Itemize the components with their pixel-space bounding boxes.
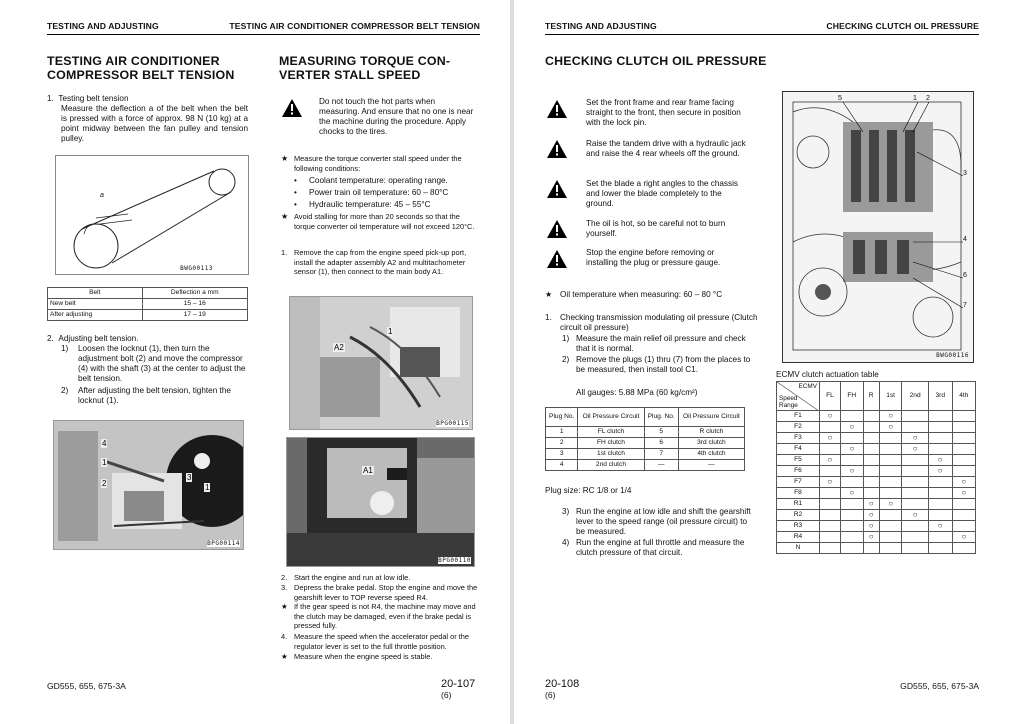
actuation-cell: ○ [928,466,952,477]
ecmv-corner [777,382,820,411]
actuation-cell [902,543,928,554]
actuation-cell [840,521,863,532]
step-number: 1. [281,248,288,257]
diagram-label: 2 [926,95,930,102]
actuation-cell [840,455,863,466]
sensor-photo-image [290,297,472,429]
table-row [777,466,976,477]
cab-photo [286,437,475,567]
table-cell: R clutch [678,427,744,438]
table-cell: FH clutch [578,438,644,449]
table-cell: — [678,460,744,471]
speed-range-cell: R4 [777,532,820,543]
step-text: Depress the brake pedal. Stop the engine and move the gearshift lever to TOP reverse speed R4. [294,583,478,602]
corner-top-label: ECMV [798,383,817,390]
actuation-cell [863,422,879,433]
actuation-cell [879,521,902,532]
diagram-code: BWG00116 [936,352,969,359]
actuation-cell [879,444,902,455]
page-number: 20-108 [545,678,580,690]
warning-icon [547,220,567,238]
actuation-cell [902,455,928,466]
section-title-belt [47,54,262,82]
actuation-cell [863,444,879,455]
actuation-cell [820,466,841,477]
table-row [546,438,745,449]
actuation-cell: ○ [820,411,841,422]
note-star-icon: ★ [545,290,553,299]
photo-label: 4 [102,439,107,448]
warning-text: The oil is hot, so be careful not to burn yourself. [586,219,726,238]
table-header: 4th [952,382,975,411]
actuation-cell [952,422,975,433]
warning-text: Raise the tandem drive with a hydraulic jack and raise the 4 rear wheels off the ground. [586,139,746,158]
actuation-cell [863,433,879,444]
step-text: Measure the speed when the accelerator pedal or the regulator lever is set to the full throttle position. [294,632,470,651]
actuation-cell [840,510,863,521]
table-header: Plug No. [546,408,578,427]
section-title-clutch: CHECKING CLUTCH OIL PRESSURE [545,54,767,68]
actuation-cell [928,543,952,554]
actuation-cell [863,455,879,466]
actuation-cell [902,521,928,532]
compressor-photo-image [54,421,243,549]
table-row [777,488,976,499]
warning-icon [547,250,567,268]
note-star-icon: ★ [281,652,288,661]
header-topic: TESTING AIR CONDITIONER COMPRESSOR BELT TENSION [229,21,480,31]
photo-label: A1 [363,466,373,475]
actuation-cell [952,521,975,532]
actuation-cell [952,444,975,455]
table-row [777,510,976,521]
plug-size-note: Plug size: RC 1/8 or 1/4 [545,486,632,495]
table-cell: 1st clutch [578,449,644,460]
table-header: FH [840,382,863,411]
left-page [0,0,510,724]
substep-text: Measure the main relief oil pressure and check that it is normal. [576,334,746,353]
actuation-cell [840,411,863,422]
gauge-spec: All gauges: 5.88 MPa (60 kg/cm²) [576,388,698,397]
actuation-cell [840,543,863,554]
actuation-cell [840,499,863,510]
ecmv-diagram [782,91,974,363]
actuation-cell [879,477,902,488]
actuation-cell: ○ [840,444,863,455]
actuation-cell [952,510,975,521]
speed-range-cell: F6 [777,466,820,477]
table-cell: 6 [644,438,678,449]
actuation-cell [928,422,952,433]
actuation-cell: ○ [902,510,928,521]
actuation-cell: ○ [928,521,952,532]
actuation-cell [863,411,879,422]
figure-code: BWG00113 [180,265,213,272]
actuation-cell [879,466,902,477]
table-row [777,532,976,543]
actuation-cell [840,433,863,444]
actuation-cell [952,499,975,510]
actuation-cell: ○ [840,422,863,433]
note-text: Avoid stalling for more than 20 seconds so that the torque converter oil temperature will not exceed 120°C. [294,212,475,231]
table-row [777,422,976,433]
actuation-cell: ○ [879,411,902,422]
diagram-label: 5 [838,95,842,102]
table-cell: After adjusting [48,310,143,321]
table-row [48,310,248,321]
actuation-cell [902,499,928,510]
step-number: 2. [47,334,54,343]
warning-text: Stop the engine before removing or installing the plug or pressure gauge. [586,248,721,267]
table-row [777,455,976,466]
speed-range-cell: R2 [777,510,820,521]
table-header: R [863,382,879,411]
step-number: 4. [281,632,288,641]
belt-drawing [56,156,248,274]
title-line-2: VERTER STALL SPEED [279,68,421,82]
page-number: 20-107 [441,678,476,690]
table-cell: 17 – 19 [142,310,248,321]
step-title: Testing belt tension [58,94,129,103]
actuation-cell [902,411,928,422]
table-row [48,299,248,310]
actuation-cell: ○ [879,499,902,510]
note-star-icon: ★ [281,602,288,611]
actuation-cell: ○ [863,510,879,521]
table-row [777,411,976,422]
note-text: If the gear speed is not R4, the machine may move and the clutch may be damaged, even if the brake pedal is pressed fully. [294,602,476,631]
substep-text: Run the engine at full throttle and measure the clutch pressure of that circuit. [576,538,745,557]
title-line-1: MEASURING TORQUE CON- [279,54,451,68]
note-text: Measure the torque converter stall speed under the following conditions: [294,154,462,173]
table-header: 2nd [902,382,928,411]
ecmv-table [776,381,976,554]
condition-item: Power train oil temperature: 60 – 80°C [309,188,449,197]
table-cell: 2 [546,438,578,449]
actuation-cell [928,499,952,510]
actuation-cell [952,455,975,466]
actuation-cell [863,488,879,499]
header-section: TESTING AND ADJUSTING [545,21,657,31]
speed-range-cell: N [777,543,820,554]
photo-code: BPG00110 [438,557,471,564]
substep-text: Run the engine at low idle and shift the gearshift lever to the speed range (oil pressure circuit) to be measured. [576,507,751,536]
title-line-2: COMPRESSOR BELT TENSION [47,68,235,82]
actuation-cell [928,411,952,422]
diagram-label: 4 [963,236,967,243]
substep-number: 4) [562,538,570,547]
belt-diagram [55,155,249,275]
table-row [546,427,745,438]
actuation-cell [928,510,952,521]
actuation-cell [902,488,928,499]
note-star-icon: ★ [281,154,289,163]
actuation-cell [902,422,928,433]
substep-text: Remove the plugs (1) thru (7) from the places to be measured, then install tool C1. [576,355,751,374]
actuation-cell: ○ [863,532,879,543]
substep-number: 2) [562,355,570,364]
table-row [546,449,745,460]
diagram-label: 1 [913,95,917,102]
note-text: Oil temperature when measuring: 60 – 80 °C [560,290,723,299]
speed-range-cell: F4 [777,444,820,455]
actuation-cell [863,543,879,554]
table-row [546,460,745,471]
actuation-cell [840,532,863,543]
actuation-cell [879,433,902,444]
warning-text: Do not touch the hot parts when measuring. And ensure that no one is near the machine during the procedure. Apply chocks to the tires. [319,97,474,136]
actuation-cell [820,422,841,433]
step-title: Adjusting belt tension. [58,334,139,343]
actuation-cell [879,455,902,466]
header-rule [545,34,979,35]
table-header: Oil Pressure Circuit [678,408,744,427]
actuation-cell [902,466,928,477]
actuation-cell [902,532,928,543]
actuation-cell: ○ [902,433,928,444]
table-cell: 7 [644,449,678,460]
photo-code: BPG00114 [207,540,240,547]
photo-label: 2 [102,479,107,488]
actuation-cell: ○ [820,477,841,488]
warning-icon [282,99,302,117]
table-cell: 2nd clutch [578,460,644,471]
actuation-cell [820,521,841,532]
speed-range-cell: F7 [777,477,820,488]
actuation-cell [820,499,841,510]
cab-photo-image [287,438,474,566]
table-header: Belt [48,288,143,299]
right-page [514,0,1024,724]
photo-label: 1 [102,458,107,467]
photo-label: 3 [187,473,192,482]
table-row [777,433,976,444]
model-footer: GD555, 655, 675-3A [900,681,979,691]
actuation-cell: ○ [952,532,975,543]
photo-label: 1 [388,327,393,336]
table-row [777,444,976,455]
table-header: Deflection a mm [142,288,248,299]
actuation-cell: ○ [840,466,863,477]
note-star-icon: ★ [281,212,289,221]
actuation-cell [879,532,902,543]
speed-range-cell: R3 [777,521,820,532]
warning-text: Set the blade a right angles to the chassis and lower the blade completely to the ground. [586,179,739,208]
actuation-cell [879,510,902,521]
speed-range-cell: F8 [777,488,820,499]
page-revision: (6) [441,690,452,700]
table-row [777,477,976,488]
table-cell: FL clutch [578,427,644,438]
table-cell: New belt [48,299,143,310]
condition-item: Hydraulic temperature: 45 – 55°C [309,200,431,209]
speed-range-cell: F1 [777,411,820,422]
actuation-cell: ○ [928,455,952,466]
condition-item: Coolant temperature: operating range. [309,176,448,185]
ecmv-drawing [783,92,973,362]
speed-range-cell: F3 [777,433,820,444]
step-adjust-belt [47,334,247,344]
table-row [777,499,976,510]
actuation-cell [952,466,975,477]
actuation-cell [820,488,841,499]
warning-icon [547,100,567,118]
actuation-cell: ○ [863,521,879,532]
actuation-cell [820,444,841,455]
bullet-icon: • [294,200,297,209]
bullet-icon: • [294,176,297,185]
step-text: Start the engine and run at low idle. [294,573,411,582]
actuation-cell [840,477,863,488]
deflection-table [47,287,248,321]
speed-range-cell: R1 [777,499,820,510]
actuation-cell: ○ [879,422,902,433]
substep-text: After adjusting the belt tension, tighten the locknut (1). [78,386,231,405]
speed-range-cell: F2 [777,422,820,433]
actuation-cell [952,433,975,444]
actuation-cell: ○ [863,499,879,510]
table-cell: 15 – 16 [142,299,248,310]
actuation-cell: ○ [952,477,975,488]
substep-number: 3) [562,507,570,516]
warning-icon [547,140,567,158]
table-cell: 1 [546,427,578,438]
photo-code: BPG00115 [436,420,469,427]
table-cell: 4th clutch [678,449,744,460]
actuation-cell: ○ [952,488,975,499]
sensor-photo [289,296,473,430]
title-line-1: TESTING AIR CONDITIONER [47,54,220,68]
deflection-label: a [100,192,104,199]
step-number: 1. [545,313,552,322]
actuation-cell [928,477,952,488]
table-header: 1st [879,382,902,411]
note-text: Measure when the engine speed is stable. [294,652,433,661]
table-cell: 5 [644,427,678,438]
page-revision: (6) [545,690,556,700]
diagram-label: 7 [963,302,967,309]
step-test-belt [47,94,247,104]
actuation-cell [928,488,952,499]
actuation-cell: ○ [840,488,863,499]
actuation-cell [820,543,841,554]
table-cell: 3rd clutch [678,438,744,449]
substep-number: 1) [562,334,570,343]
warning-text: Set the front frame and rear frame facing straight to the front, then secure in position with the lock pin. [586,98,741,127]
table-cell: 4 [546,460,578,471]
header-section: TESTING AND ADJUSTING [47,21,159,31]
actuation-cell [902,477,928,488]
table-header: Plug. No. [644,408,678,427]
plug-table [545,407,745,471]
actuation-cell [863,466,879,477]
table-header: FL [820,382,841,411]
actuation-cell [928,532,952,543]
actuation-cell [928,444,952,455]
actuation-cell: ○ [820,455,841,466]
actuation-cell: ○ [902,444,928,455]
table-header: Oil Pressure Circuit [578,408,644,427]
model-footer: GD555, 655, 675-3A [47,681,126,691]
actuation-cell: ○ [820,433,841,444]
actuation-cell [820,532,841,543]
table-cell: — [644,460,678,471]
diagram-label: 6 [963,272,967,279]
step-number: 1. [47,94,54,103]
substep-number: 1) [61,344,69,353]
table-row [777,521,976,532]
step-test-belt-text: Measure the deflection a of the belt when the belt is pressed with a force of approx. 98 N (10 kg) at a point midway between the fan pulley and tension pulley. [61,104,248,143]
photo-label: A2 [334,343,344,352]
actuation-cell [879,488,902,499]
actuation-cell [820,510,841,521]
ecmv-table-title: ECMV clutch actuation table [776,370,879,379]
corner-bottom-label: Speed Range [779,395,798,409]
header-rule [47,34,480,35]
table-row [777,543,976,554]
step-number: 2. [281,573,288,582]
actuation-cell [928,433,952,444]
speed-range-cell: F5 [777,455,820,466]
bullet-icon: • [294,188,297,197]
header-topic: CHECKING CLUTCH OIL PRESSURE [826,21,979,31]
warning-icon [547,180,567,198]
actuation-cell [952,411,975,422]
photo-label: 1 [205,483,210,492]
section-title-stall [279,54,494,82]
actuation-cell [863,477,879,488]
diagram-label: 3 [963,170,967,177]
substep-text: Loosen the locknut (1), then turn the adjustment bolt (2) and move the compressor (4) with the shaft (3) at the center to adjust the belt tension. [78,344,246,383]
compressor-photo [53,420,244,550]
step-number: 3. [281,583,288,592]
step-text: Remove the cap from the engine speed pick-up port, install the adapter assembly A2 and multitachometer sensor (1), then connect to the main body A1. [294,248,467,277]
table-header: 3rd [928,382,952,411]
actuation-cell [879,543,902,554]
actuation-cell [952,543,975,554]
substep-number: 2) [61,386,69,395]
step-title: Checking transmission modulating oil pressure (Clutch circuit oil pressure) [560,313,758,332]
table-cell: 3 [546,449,578,460]
